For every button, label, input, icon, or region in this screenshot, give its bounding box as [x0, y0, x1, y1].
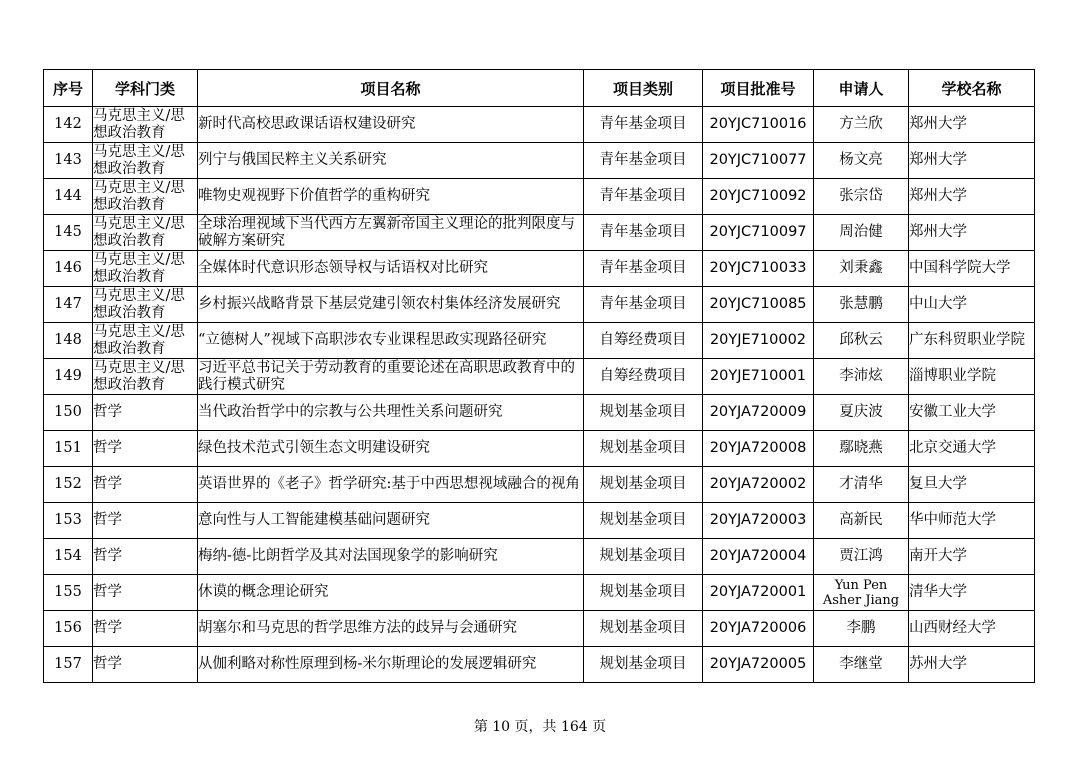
page-footer: 第 10 页，共 164 页 [473, 719, 607, 735]
project-title-cell: 全球治理视域下当代西方左翼新帝国主义理论的批判限度与破解方案研究 [198, 215, 584, 251]
project-type-cell: 自筹经费项目 [584, 359, 703, 395]
row-number-cell: 143 [44, 143, 93, 179]
school-cell: 郑州大学 [909, 179, 1035, 215]
project-type-cell: 规划基金项目 [584, 647, 703, 683]
approval-number-cell: 20YJA720001 [703, 575, 814, 611]
project-title-cell: 绿色技术范式引领生态文明建设研究 [198, 431, 584, 467]
project-type-cell: 规划基金项目 [584, 539, 703, 575]
project-type-cell: 规划基金项目 [584, 395, 703, 431]
row-number-cell: 145 [44, 215, 93, 251]
project-type-cell: 规划基金项目 [584, 467, 703, 503]
category-cell: 马克思主义/思想政治教育 [93, 143, 198, 179]
row-number-cell: 153 [44, 503, 93, 539]
applicant-cell: 才清华 [814, 467, 909, 503]
header-cell: 项目类别 [584, 70, 703, 107]
category-cell: 哲学 [93, 575, 198, 611]
table-row [44, 287, 1035, 323]
school-cell: 华中师范大学 [909, 503, 1035, 539]
project-table [43, 69, 1035, 683]
approval-number-cell: 20YJA720008 [703, 431, 814, 467]
approval-number-cell: 20YJC710092 [703, 179, 814, 215]
school-cell: 郑州大学 [909, 215, 1035, 251]
header-cell: 项目批准号 [703, 70, 814, 107]
project-title-cell: 列宁与俄国民粹主义关系研究 [198, 143, 584, 179]
table-row [44, 431, 1035, 467]
applicant-cell: 张慧鹏 [814, 287, 909, 323]
applicant-cell: 张宗岱 [814, 179, 909, 215]
applicant-cell: 周治健 [814, 215, 909, 251]
applicant-cell: 方兰欣 [814, 107, 909, 143]
header-cell: 序号 [44, 70, 93, 107]
header-cell: 项目名称 [198, 70, 584, 107]
applicant-cell: 李沛炫 [814, 359, 909, 395]
approval-number-cell: 20YJC710097 [703, 215, 814, 251]
project-title-cell: 胡塞尔和马克思的哲学思维方法的歧异与会通研究 [198, 611, 584, 647]
approval-number-cell: 20YJC710033 [703, 251, 814, 287]
applicant-cell: 李鹏 [814, 611, 909, 647]
project-title-cell: 从伽利略对称性原理到杨-米尔斯理论的发展逻辑研究 [198, 647, 584, 683]
category-cell: 哲学 [93, 647, 198, 683]
row-number-cell: 152 [44, 467, 93, 503]
school-cell: 郑州大学 [909, 107, 1035, 143]
table-row [44, 179, 1035, 215]
approval-number-cell: 20YJA720006 [703, 611, 814, 647]
applicant-cell: 高新民 [814, 503, 909, 539]
school-cell: 清华大学 [909, 575, 1035, 611]
school-cell: 广东科贸职业学院 [909, 323, 1035, 359]
table-row [44, 107, 1035, 143]
row-number-cell: 148 [44, 323, 93, 359]
project-type-cell: 规划基金项目 [584, 611, 703, 647]
table-row [44, 539, 1035, 575]
project-title-cell: 习近平总书记关于劳动教育的重要论述在高职思政教育中的践行模式研究 [198, 359, 584, 395]
category-cell: 哲学 [93, 503, 198, 539]
approval-number-cell: 20YJA720009 [703, 395, 814, 431]
row-number-cell: 154 [44, 539, 93, 575]
approval-number-cell: 20YJA720003 [703, 503, 814, 539]
applicant-cell: Yun Pen Asher Jiang [814, 575, 909, 611]
category-cell: 马克思主义/思想政治教育 [93, 323, 198, 359]
approval-number-cell: 20YJC710085 [703, 287, 814, 323]
header-row [44, 70, 1035, 107]
applicant-cell: 李继堂 [814, 647, 909, 683]
school-cell: 安徽工业大学 [909, 395, 1035, 431]
category-cell: 哲学 [93, 467, 198, 503]
row-number-cell: 146 [44, 251, 93, 287]
project-title-cell: 乡村振兴战略背景下基层党建引领农村集体经济发展研究 [198, 287, 584, 323]
category-cell: 马克思主义/思想政治教育 [93, 215, 198, 251]
project-title-cell: 意向性与人工智能建模基础问题研究 [198, 503, 584, 539]
table-row [44, 143, 1035, 179]
approval-number-cell: 20YJA720004 [703, 539, 814, 575]
category-cell: 哲学 [93, 395, 198, 431]
project-type-cell: 自筹经费项目 [584, 323, 703, 359]
row-number-cell: 149 [44, 359, 93, 395]
row-number-cell: 144 [44, 179, 93, 215]
row-number-cell: 155 [44, 575, 93, 611]
project-title-cell: 全媒体时代意识形态领导权与话语权对比研究 [198, 251, 584, 287]
table-row [44, 503, 1035, 539]
approval-number-cell: 20YJA720005 [703, 647, 814, 683]
project-title-cell: 唯物史观视野下价值哲学的重构研究 [198, 179, 584, 215]
school-cell: 山西财经大学 [909, 611, 1035, 647]
project-type-cell: 青年基金项目 [584, 179, 703, 215]
approval-number-cell: 20YJE710002 [703, 323, 814, 359]
approval-number-cell: 20YJC710077 [703, 143, 814, 179]
project-type-cell: 青年基金项目 [584, 107, 703, 143]
category-cell: 马克思主义/思想政治教育 [93, 179, 198, 215]
table-row [44, 647, 1035, 683]
row-number-cell: 142 [44, 107, 93, 143]
approval-number-cell: 20YJC710016 [703, 107, 814, 143]
row-number-cell: 150 [44, 395, 93, 431]
school-cell: 复旦大学 [909, 467, 1035, 503]
school-cell: 淄博职业学院 [909, 359, 1035, 395]
category-cell: 马克思主义/思想政治教育 [93, 287, 198, 323]
school-cell: 郑州大学 [909, 143, 1035, 179]
applicant-cell: 夏庆波 [814, 395, 909, 431]
project-title-cell: 英语世界的《老子》哲学研究:基于中西思想视域融合的视角 [198, 467, 584, 503]
project-type-cell: 规划基金项目 [584, 503, 703, 539]
project-type-cell: 青年基金项目 [584, 251, 703, 287]
project-title-cell: “立德树人”视域下高职涉农专业课程思政实现路径研究 [198, 323, 584, 359]
applicant-cell: 邱秋云 [814, 323, 909, 359]
approval-number-cell: 20YJA720002 [703, 467, 814, 503]
category-cell: 马克思主义/思想政治教育 [93, 107, 198, 143]
table-row [44, 251, 1035, 287]
table-row [44, 359, 1035, 395]
row-number-cell: 147 [44, 287, 93, 323]
applicant-cell: 杨文亮 [814, 143, 909, 179]
project-title-cell: 梅纳-德-比朗哲学及其对法国现象学的影响研究 [198, 539, 584, 575]
project-title-cell: 当代政治哲学中的宗教与公共理性关系问题研究 [198, 395, 584, 431]
applicant-cell: 贾江鸿 [814, 539, 909, 575]
table-row [44, 575, 1035, 611]
applicant-cell: 刘秉鑫 [814, 251, 909, 287]
category-cell: 哲学 [93, 539, 198, 575]
category-cell: 马克思主义/思想政治教育 [93, 359, 198, 395]
table-row [44, 611, 1035, 647]
project-title-cell: 休谟的概念理论研究 [198, 575, 584, 611]
project-type-cell: 青年基金项目 [584, 215, 703, 251]
table-row [44, 467, 1035, 503]
category-cell: 马克思主义/思想政治教育 [93, 251, 198, 287]
row-number-cell: 151 [44, 431, 93, 467]
school-cell: 北京交通大学 [909, 431, 1035, 467]
category-cell: 哲学 [93, 611, 198, 647]
table-row [44, 395, 1035, 431]
header-cell: 申请人 [814, 70, 909, 107]
school-cell: 中山大学 [909, 287, 1035, 323]
header-cell: 学科门类 [93, 70, 198, 107]
table-row [44, 215, 1035, 251]
table-row [44, 323, 1035, 359]
school-cell: 南开大学 [909, 539, 1035, 575]
school-cell: 苏州大学 [909, 647, 1035, 683]
applicant-cell: 鄢晓燕 [814, 431, 909, 467]
header-cell: 学校名称 [909, 70, 1035, 107]
row-number-cell: 157 [44, 647, 93, 683]
row-number-cell: 156 [44, 611, 93, 647]
school-cell: 中国科学院大学 [909, 251, 1035, 287]
category-cell: 哲学 [93, 431, 198, 467]
project-type-cell: 规划基金项目 [584, 431, 703, 467]
project-type-cell: 青年基金项目 [584, 143, 703, 179]
approval-number-cell: 20YJE710001 [703, 359, 814, 395]
table-body [44, 107, 1035, 683]
project-title-cell: 新时代高校思政课话语权建设研究 [198, 107, 584, 143]
project-type-cell: 规划基金项目 [584, 575, 703, 611]
project-type-cell: 青年基金项目 [584, 287, 703, 323]
